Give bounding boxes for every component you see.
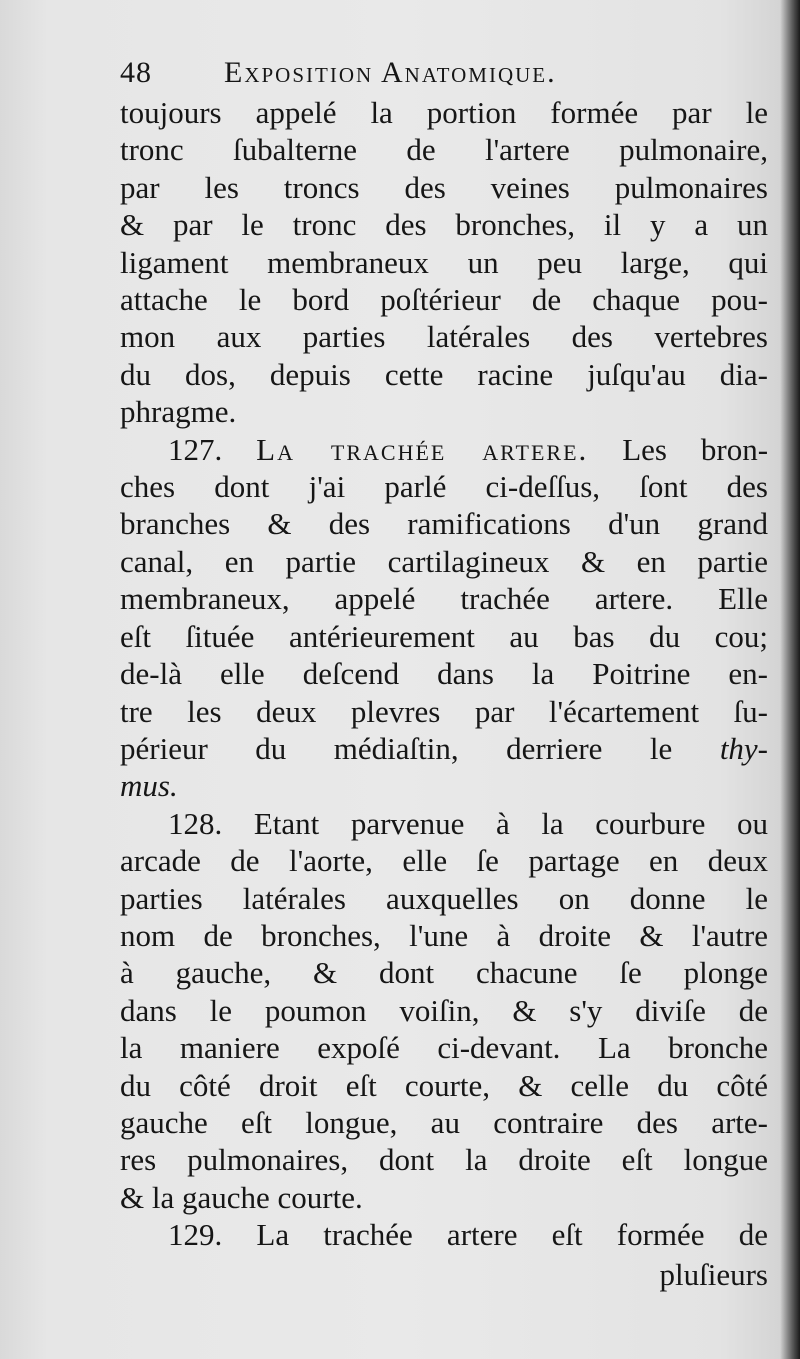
text-line: branches & des ramifications d'un grand xyxy=(120,506,768,542)
italic-word: thy- xyxy=(719,730,768,766)
page-number: 48 xyxy=(120,56,152,89)
text-line: ligament membraneux un peu large, qui xyxy=(120,244,768,280)
catchword: pluſieurs xyxy=(659,1256,768,1292)
text-line: membraneux, appelé trachée artere. Elle xyxy=(120,581,768,617)
text-line: parties latérales auxquelles on donne le xyxy=(120,880,768,916)
text-line: nom de bronches, l'une à droite & l'autre xyxy=(120,917,768,953)
text-line: eſt ſituée antérieurement au bas du cou; xyxy=(120,618,768,654)
page-header xyxy=(120,48,768,94)
section-text: Les bron- xyxy=(622,431,768,467)
text-line: & par le tronc des bronches, il y a un xyxy=(120,207,768,243)
section-number: 129. xyxy=(168,1217,223,1253)
section-127 xyxy=(120,431,768,805)
text-line: res pulmonaires, dont la droite eſt longue xyxy=(120,1142,768,1178)
text-line: canal, en partie cartilagineux & en partie xyxy=(120,543,768,579)
text-line: tre les deux plevres par l'écartement ſu- xyxy=(120,693,768,729)
page-edge-shadow xyxy=(780,0,800,1359)
italic-word: mus. xyxy=(120,768,178,804)
section-heading: La trachée artere. xyxy=(256,431,589,467)
text-line: & la gauche courte. xyxy=(120,1179,363,1215)
section-text: La trachée artere eſt formée de xyxy=(256,1217,768,1253)
text-line: de-là elle deſcend dans la Poitrine en- xyxy=(120,656,768,692)
text-line: à gauche, & dont chacune ſe plonge xyxy=(120,955,768,991)
text-line: par les troncs des veines pulmonaires xyxy=(120,169,768,205)
text-line: dans le poumon voiſin, & s'y diviſe de xyxy=(120,992,768,1028)
text-line: attache le bord poſtérieur de chaque pou- xyxy=(120,282,768,318)
text-line: tronc ſubalterne de l'artere pulmonaire, xyxy=(120,132,768,168)
running-title: Exposition Anatomique. xyxy=(224,56,557,89)
text-line: phragme. xyxy=(120,394,237,430)
section-number: 128. xyxy=(168,805,223,841)
text-line: gauche eſt longue, au contraire des arte- xyxy=(120,1104,768,1140)
text-line: mon aux parties latérales des vertebres xyxy=(120,319,768,355)
section-first-line xyxy=(120,431,768,468)
text-line xyxy=(120,767,768,804)
section-text: Etant parvenue à la courbure ou xyxy=(253,805,768,841)
line-text: périeur du médiaſtin, derriere le xyxy=(120,730,673,766)
text-line: du côté droit eſt courte, & celle du côté xyxy=(120,1067,768,1103)
section-first-line xyxy=(120,805,768,842)
section-129 xyxy=(120,1216,768,1253)
text-line: du dos, depuis cette racine juſqu'au dia- xyxy=(120,356,768,392)
text-line: arcade de l'aorte, elle ſe partage en deux xyxy=(120,843,768,879)
section-128 xyxy=(120,805,768,1216)
text-line: la maniere expoſé ci-devant. La bronche xyxy=(120,1030,768,1066)
text-line: ches dont j'ai parlé ci-deſſus, ſont des xyxy=(120,469,768,505)
section-number: 127. xyxy=(168,431,223,467)
page-text-block xyxy=(120,48,768,1293)
section-first-line xyxy=(120,1216,768,1253)
text-line xyxy=(120,730,768,767)
paragraph-continuation xyxy=(120,94,768,431)
text-line: toujours appelé la portion formée par le xyxy=(120,95,768,130)
